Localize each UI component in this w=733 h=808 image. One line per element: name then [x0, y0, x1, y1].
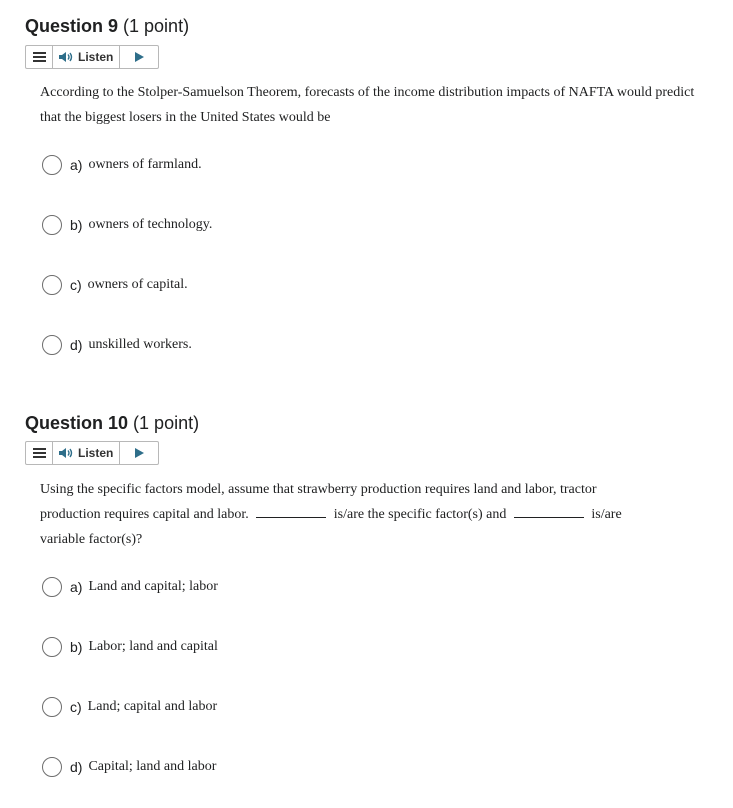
option-text: Capital; land and labor: [88, 759, 217, 774]
question-9-option-c[interactable]: [42, 273, 188, 297]
play-icon: [135, 52, 144, 62]
menu-icon: [33, 448, 46, 458]
option-letter: c): [70, 277, 82, 293]
option-letter: a): [70, 157, 83, 173]
radio-button[interactable]: [42, 335, 62, 355]
listen-button[interactable]: [52, 442, 120, 464]
question-10-text: [40, 477, 650, 552]
question-text-part-3: is/are variable factor(s)?: [40, 507, 622, 547]
question-text-part-1: Using the specific factors model, assume that strawberry production requires land and labor, tractor production requires capital and labor.: [40, 482, 597, 522]
question-9-option-a[interactable]: [42, 153, 202, 177]
question-points: (1 point): [133, 413, 200, 433]
radio-button[interactable]: [42, 697, 62, 717]
question-9-text: According to the Stolper-Samuelson Theorem, forecasts of the income distribution impacts of NAFTA would predict that the biggest losers in the United States would be: [40, 85, 695, 125]
question-9-readspeaker-toolbar: [25, 45, 159, 69]
play-button[interactable]: [120, 46, 158, 68]
option-letter: d): [70, 759, 83, 775]
option-text: Land; capital and labor: [87, 699, 218, 714]
speaker-icon: [58, 447, 74, 459]
option-text: unskilled workers.: [88, 337, 192, 352]
answer-blank-2: [514, 505, 584, 518]
radio-button[interactable]: [42, 215, 62, 235]
play-button[interactable]: [120, 442, 158, 464]
question-points: (1 point): [123, 16, 190, 36]
question-9-option-d[interactable]: [42, 333, 192, 357]
radio-button[interactable]: [42, 637, 62, 657]
question-10-option-b[interactable]: [42, 635, 218, 659]
question-9-option-b[interactable]: [42, 213, 212, 237]
radio-button[interactable]: [42, 757, 62, 777]
answer-blank-1: [256, 505, 326, 518]
menu-icon: [33, 52, 46, 62]
option-text: Land and capital; labor: [88, 579, 218, 594]
question-title: Question 10: [25, 413, 129, 433]
question-10-heading: [25, 412, 199, 434]
radio-button[interactable]: [42, 275, 62, 295]
question-10-readspeaker-toolbar: [25, 441, 159, 465]
option-letter: b): [70, 639, 83, 655]
play-icon: [135, 448, 144, 458]
option-text: owners of technology.: [88, 217, 213, 232]
speaker-icon: [58, 51, 74, 63]
question-9-heading: [25, 15, 189, 37]
listen-label: Listen: [78, 446, 114, 460]
listen-button[interactable]: [52, 46, 120, 68]
listen-label: Listen: [78, 50, 114, 64]
option-letter: d): [70, 337, 83, 353]
question-10-option-c[interactable]: [42, 695, 217, 719]
option-letter: a): [70, 579, 83, 595]
option-text: owners of capital.: [87, 277, 188, 292]
menu-button[interactable]: [26, 46, 52, 68]
radio-button[interactable]: [42, 577, 62, 597]
question-10-option-d[interactable]: [42, 755, 216, 779]
option-letter: b): [70, 217, 83, 233]
option-text: Labor; land and capital: [88, 639, 218, 654]
radio-button[interactable]: [42, 155, 62, 175]
option-letter: c): [70, 699, 82, 715]
question-text-part-2: is/are the specific factor(s) and: [333, 507, 507, 522]
question-10-option-a[interactable]: [42, 575, 218, 599]
option-text: owners of farmland.: [88, 157, 202, 172]
menu-button[interactable]: [26, 442, 52, 464]
question-title: Question 9: [25, 16, 119, 36]
